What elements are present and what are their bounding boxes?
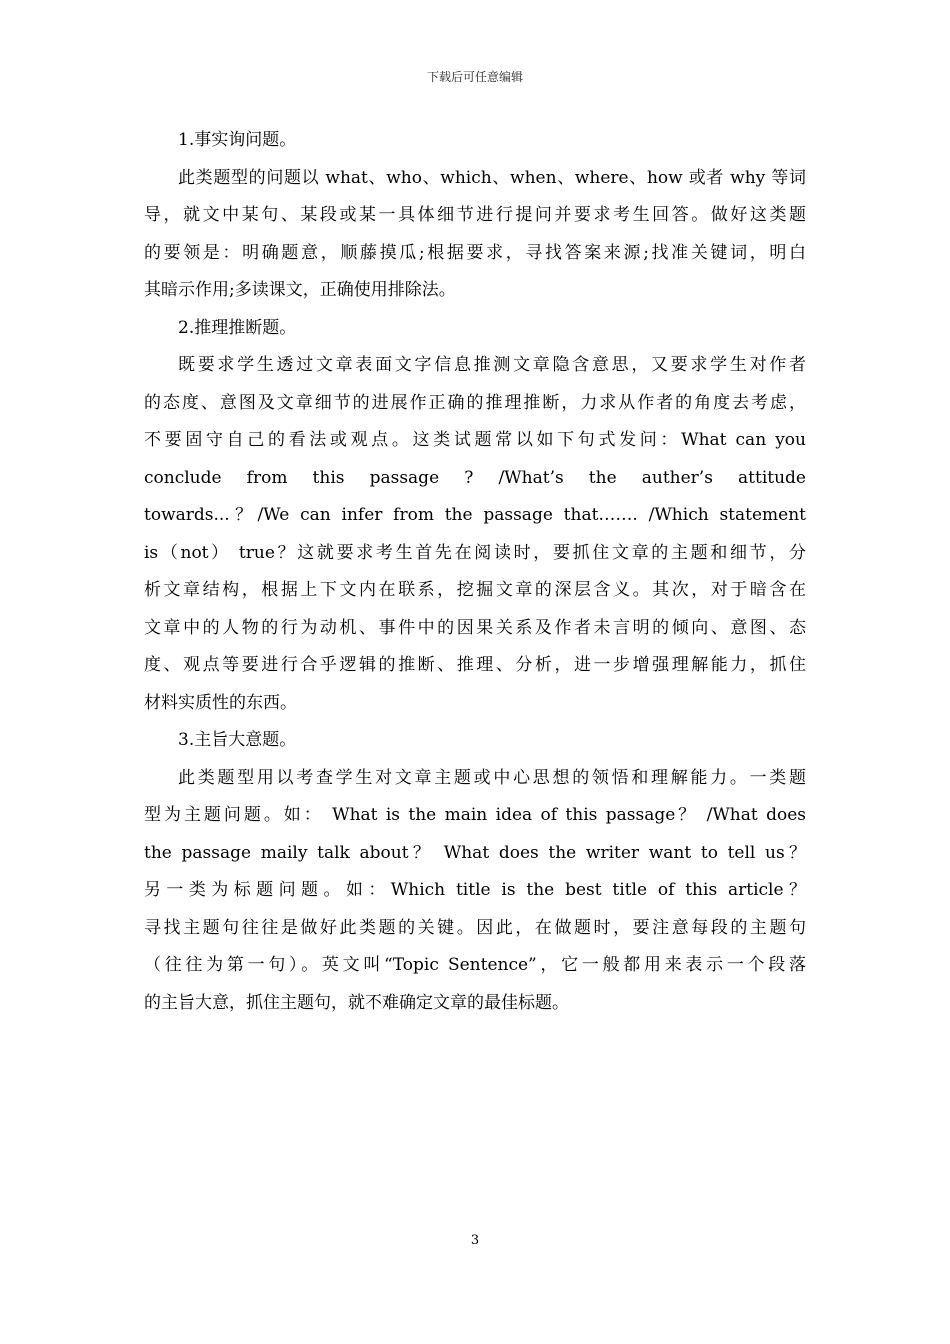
paragraph-line: 型为主题问题。如： What is the main idea of this passage？ /What does [144,805,806,825]
paragraph-line: 的态度、意图及文章细节的进展作正确的推理推断，力求从作者的角度去考虑， [144,392,806,413]
paragraph-line: 不要固守自己的看法或观点。这类试题常以如下句式发问：What can you [144,430,806,450]
paragraph-line: 材料实质性的东西。 [144,692,297,713]
paragraph-line: the passage maily talk about？ What does the writer want to tell us？ [144,842,806,863]
section-heading: 1.事实询问题。 [178,130,297,150]
paragraph-line: 寻找主题句往往是做好此类题的关键。因此，在做题时，要注意每段的主题句 [144,917,806,938]
paragraph-line: towards...？/We can infer from the passage that……. /Which statement [144,505,806,525]
paragraph-line: is（not） true？这就要求考生首先在阅读时，要抓住文章的主题和细节，分 [144,542,806,563]
section-fact-questions [144,122,806,310]
page-number: 3 [470,1233,480,1248]
paragraph-line: 另一类为标题问题。如：Which title is the best title of this article？ [144,880,806,900]
paragraph-line: 此类题型用以考查学生对文章主题或中心思想的领悟和理解能力。一类题 [178,767,806,788]
section-main-idea-questions [144,722,806,1022]
header-note: 下载后可任意编辑 [426,70,523,84]
document-body [144,122,806,1022]
paragraph-line: 析文章结构，根据上下文内在联系，挖掘文章的深层含义。其次，对于暗含在 [144,580,806,600]
paragraph-line: 此类题型的问题以 what、who、which、when、where、how 或者 why 等词 [178,167,806,188]
section-heading: 3.主旨大意题。 [178,730,297,750]
paragraph-line: 导，就文中某句、某段或某一具体细节进行提问并要求考生回答。做好这类题 [144,205,806,225]
paragraph-line: （往往为第一句）。英文叫“Topic Sentence”，它一般都用来表示一个段落 [144,955,806,975]
paragraph-line: 的主旨大意，抓住主题句，就不难确定文章的最佳标题。 [144,992,569,1013]
paragraph-line: conclude from this passage ? /What’s the auther’s attitude [144,467,806,488]
section-inference-questions [144,310,806,723]
paragraph-line: 既要求学生透过文章表面文字信息推测文章隐含意思，又要求学生对作者 [178,355,806,375]
paragraph-line: 度、观点等要进行合乎逻辑的推断、推理、分析，进一步增强理解能力，抓住 [144,655,806,675]
paragraph-line: 的要领是：明确题意，顺藤摸瓜;根据要求，寻找答案来源;找准关键词，明白 [144,242,806,263]
section-heading: 2.推理推断题。 [178,317,297,338]
paragraph-line: 其暗示作用;多读课文，正确使用排除法。 [144,280,456,300]
paragraph-line: 文章中的人物的行为动机、事件中的因果关系及作者未言明的倾向、意图、态 [144,617,806,638]
